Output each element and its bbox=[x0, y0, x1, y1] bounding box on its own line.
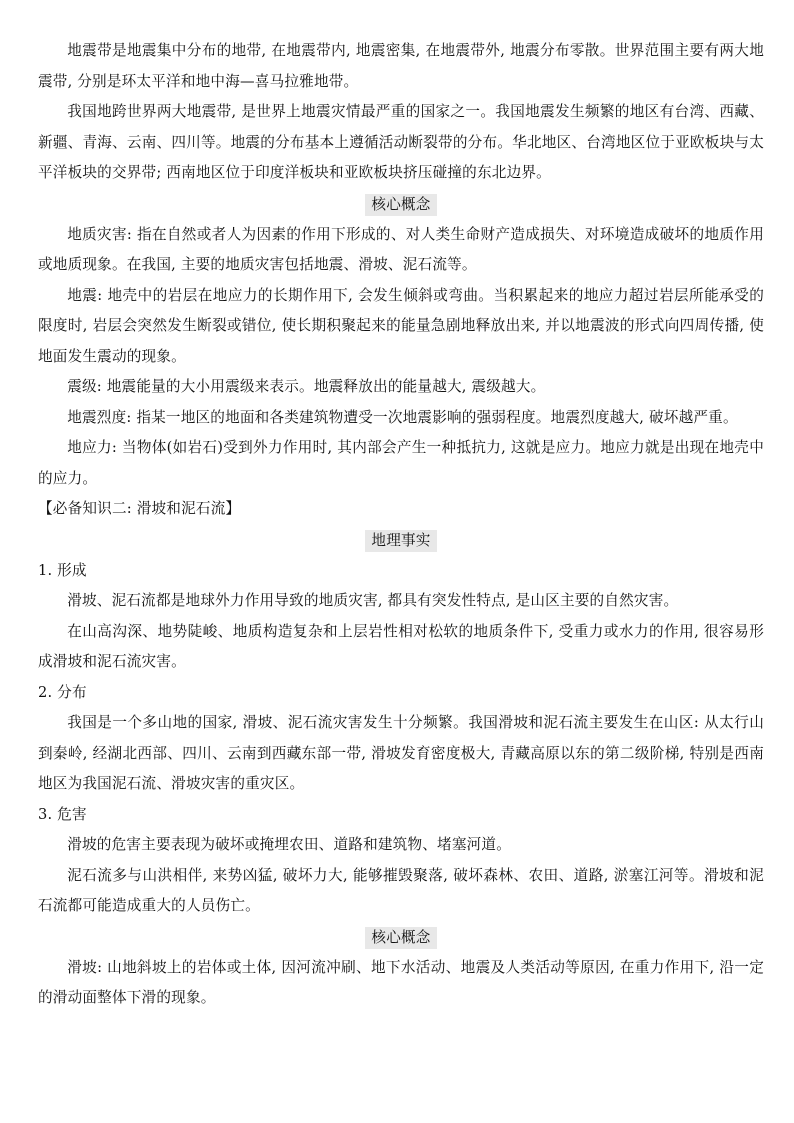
paragraph-distribution: 我国是一个多山地的国家, 滑坡、泥石流灾害发生十分频繁。我国滑坡和泥石流主要发生在山区: 从太行山到秦岭, 经湖北西部、四川、云南到西藏东部一带, 滑坡发育密度极大, 青藏高原以东的第二级阶梯, 特别是西南地区为我国泥石流、滑坡灾害的重灾区。 bbox=[38, 714, 764, 792]
paragraph-magnitude: 震级: 地震能量的大小用震级来表示。地震释放出的能量越大, 震级越大。 bbox=[67, 378, 546, 395]
document-page bbox=[38, 36, 764, 1014]
heading-core-concepts-2-wrap bbox=[38, 922, 764, 953]
paragraph-landslide-hazard: 滑坡的危害主要表现为破坏或掩埋农田、道路和建筑物、堵塞河道。 bbox=[67, 836, 512, 853]
subheading-formation: 1. 形成 bbox=[38, 561, 87, 579]
paragraph-intensity: 地震烈度: 指某一地区的地面和各类建筑物遭受一次地震影响的强弱程度。地震烈度越大, 破坏越严重。 bbox=[67, 408, 738, 426]
paragraph-debris-flow-hazard: 泥石流多与山洪相伴, 来势凶猛, 破坏力大, 能够摧毁聚落, 破坏森林、农田、道路, 淤塞江河等。滑坡和泥石流都可能造成重大的人员伤亡。 bbox=[38, 866, 764, 914]
paragraph-formation-2: 在山高沟深、地势陡峻、地质构造复杂和上层岩性相对松软的地质条件下, 受重力或水力的作用, 很容易形成滑坡和泥石流灾害。 bbox=[38, 622, 764, 670]
paragraph-landslide-definition: 滑坡: 山地斜坡上的岩体或土体, 因河流冲刷、地下水活动、地震及人类活动等原因, 在重力作用下, 沿一定的滑动面整体下滑的现象。 bbox=[38, 958, 764, 1006]
paragraph-china-earthquakes: 我国地跨世界两大地震带, 是世界上地震灾情最严重的国家之一。我国地震发生频繁的地区有台湾、西藏、新疆、青海、云南、四川等。地震的分布基本上遵循活动断裂带的分布。华北地区、台湾地区位于亚欧板块与太平洋板块的交界带; 西南地区位于印度洋板块和亚欧板块挤压碰撞的东北边界。 bbox=[38, 103, 764, 181]
subheading-hazards: 3. 危害 bbox=[38, 805, 87, 823]
heading-core-concepts-1: 核心概念 bbox=[365, 194, 436, 216]
paragraph-seismic-belts: 地震带是地震集中分布的地带, 在地震带内, 地震密集, 在地震带外, 地震分布零散。世界范围主要有两大地震带, 分别是环太平洋和地中海—喜马拉雅地带。 bbox=[38, 42, 764, 90]
heading-core-concepts-1-wrap bbox=[38, 189, 764, 220]
paragraph-earthquake-definition: 地震: 地壳中的岩层在地应力的长期作用下, 会发生倾斜或弯曲。当积累起来的地应力超过岩层所能承受的限度时, 岩层会突然发生断裂或错位, 使长期积聚起来的能量急剧地释放出来, 并以地震波的形式向四周传播, 使地面发生震动的现象。 bbox=[38, 286, 764, 365]
heading-core-concepts-2: 核心概念 bbox=[365, 927, 436, 949]
heading-geographic-facts: 地理事实 bbox=[365, 530, 436, 552]
section-heading-landslide-debris-flow: 【必备知识二: 滑坡和泥石流】 bbox=[38, 500, 241, 517]
paragraph-crustal-stress: 地应力: 当物体(如岩石)受到外力作用时, 其内部会产生一种抵抗力, 这就是应力。地应力就是出现在地壳中的应力。 bbox=[38, 439, 764, 487]
heading-geographic-facts-wrap bbox=[38, 525, 764, 556]
paragraph-geologic-hazard: 地质灾害: 指在自然或者人为因素的作用下形成的、对人类生命财产造成损失、对环境造成破坏的地质作用或地质现象。在我国, 主要的地质灾害包括地震、滑坡、泥石流等。 bbox=[38, 225, 764, 273]
subheading-distribution: 2. 分布 bbox=[38, 683, 87, 701]
paragraph-formation-1: 滑坡、泥石流都是地球外力作用导致的地质灾害, 都具有突发性特点, 是山区主要的自然灾害。 bbox=[67, 592, 679, 609]
